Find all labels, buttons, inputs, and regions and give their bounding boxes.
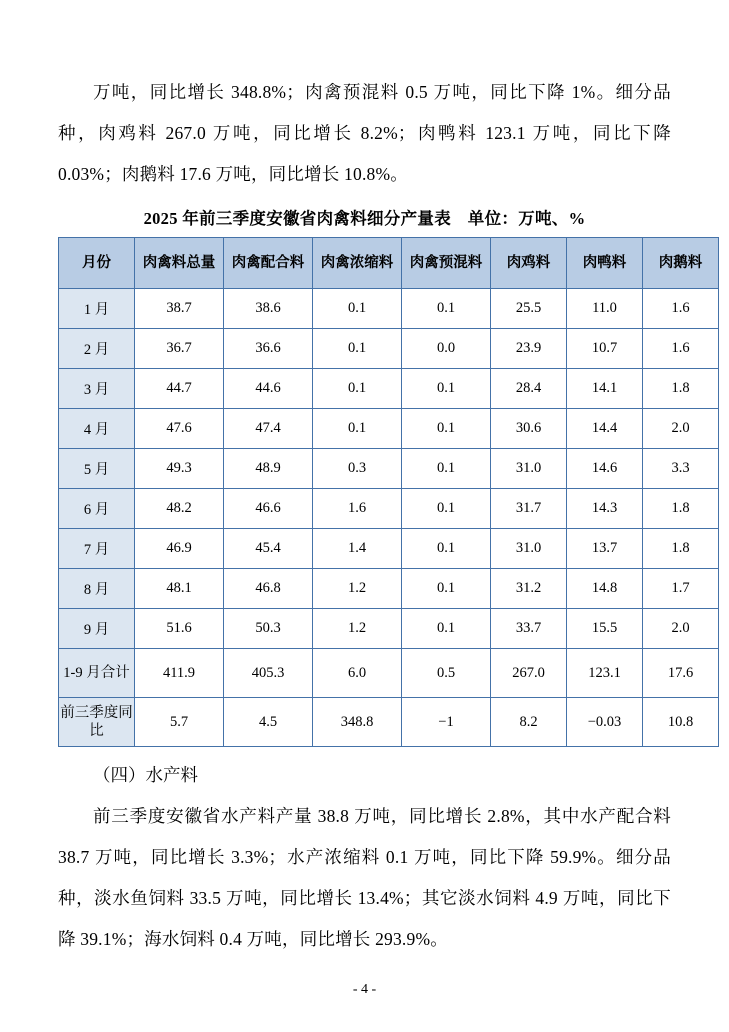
poultry-feed-table bbox=[58, 237, 719, 747]
column-header: 月份 bbox=[59, 238, 135, 289]
table-cell: 1.8 bbox=[643, 529, 719, 569]
table-cell: 33.7 bbox=[491, 609, 567, 649]
table-cell: 0.1 bbox=[402, 529, 491, 569]
table-cell: 44.6 bbox=[224, 369, 313, 409]
table-cell: 36.6 bbox=[224, 329, 313, 369]
table-row bbox=[59, 449, 719, 489]
table-cell: 28.4 bbox=[491, 369, 567, 409]
table-cell: 0.1 bbox=[313, 329, 402, 369]
table-cell: 1.6 bbox=[643, 289, 719, 329]
table-cell: 1.6 bbox=[643, 329, 719, 369]
table-cell: 0.1 bbox=[313, 289, 402, 329]
table-cell: 31.0 bbox=[491, 449, 567, 489]
table-cell: 1.4 bbox=[313, 529, 402, 569]
column-header: 肉鸭料 bbox=[567, 238, 643, 289]
table-cell: −0.03 bbox=[567, 698, 643, 747]
row-label: 4 月 bbox=[59, 409, 135, 449]
table-cell: 5.7 bbox=[135, 698, 224, 747]
table-cell: 14.3 bbox=[567, 489, 643, 529]
column-header: 肉禽预混料 bbox=[402, 238, 491, 289]
table-cell: 0.3 bbox=[313, 449, 402, 489]
table-row bbox=[59, 329, 719, 369]
table-cell: 267.0 bbox=[491, 649, 567, 698]
row-label: 前三季度同比 bbox=[59, 698, 135, 747]
column-header: 肉禽配合料 bbox=[224, 238, 313, 289]
table-cell: 8.2 bbox=[491, 698, 567, 747]
table-cell: 14.4 bbox=[567, 409, 643, 449]
table-cell: 46.6 bbox=[224, 489, 313, 529]
table-cell: 10.8 bbox=[643, 698, 719, 747]
column-header: 肉鹅料 bbox=[643, 238, 719, 289]
section-heading: （四）水产料 bbox=[93, 765, 198, 785]
table-cell: 0.1 bbox=[402, 609, 491, 649]
table-cell: 45.4 bbox=[224, 529, 313, 569]
table-cell: 50.3 bbox=[224, 609, 313, 649]
table-cell: 17.6 bbox=[643, 649, 719, 698]
table-cell: 13.7 bbox=[567, 529, 643, 569]
table-cell: 1.6 bbox=[313, 489, 402, 529]
table-cell: 348.8 bbox=[313, 698, 402, 747]
table-row bbox=[59, 609, 719, 649]
table-cell: 23.9 bbox=[491, 329, 567, 369]
row-label: 8 月 bbox=[59, 569, 135, 609]
table-row bbox=[59, 289, 719, 329]
table-cell: 15.5 bbox=[567, 609, 643, 649]
table-cell: 0.1 bbox=[313, 369, 402, 409]
row-label: 3 月 bbox=[59, 369, 135, 409]
column-header: 肉禽料总量 bbox=[135, 238, 224, 289]
table-row bbox=[59, 489, 719, 529]
table-cell: 2.0 bbox=[643, 409, 719, 449]
table-cell: 31.7 bbox=[491, 489, 567, 529]
page-number: - 4 - bbox=[352, 982, 377, 997]
table-cell: 0.1 bbox=[402, 369, 491, 409]
table-cell: 405.3 bbox=[224, 649, 313, 698]
table-row bbox=[59, 529, 719, 569]
table-cell: 31.0 bbox=[491, 529, 567, 569]
table-title: 2025 年前三季度安徽省肉禽料细分产量表 单位：万吨、% bbox=[143, 209, 586, 228]
table-cell: 48.2 bbox=[135, 489, 224, 529]
table-row bbox=[59, 369, 719, 409]
table-row-yoy bbox=[59, 698, 719, 747]
table-cell: 123.1 bbox=[567, 649, 643, 698]
table-cell: 1.2 bbox=[313, 609, 402, 649]
table-cell: 0.1 bbox=[402, 569, 491, 609]
table-cell: 47.4 bbox=[224, 409, 313, 449]
table-cell: 47.6 bbox=[135, 409, 224, 449]
table-cell: 14.1 bbox=[567, 369, 643, 409]
table-cell: 49.3 bbox=[135, 449, 224, 489]
table-cell: 0.0 bbox=[402, 329, 491, 369]
table-cell: 44.7 bbox=[135, 369, 224, 409]
table-cell: 30.6 bbox=[491, 409, 567, 449]
section-paragraph: 前三季度安徽省水产料产量 38.8 万吨，同比增长 2.8%，其中水产配合料 38.7 万吨，同比增长 3.3%；水产浓缩料 0.1 万吨，同比下降 59.9%。细分品种，淡水鱼饲料 33.5 万吨，同比增长 13.4%；其它淡水饲料 4.9 万吨，同比下降 39.1%；海水饲料 0.4 万吨，同比增长 293.9%。 bbox=[58, 806, 671, 949]
row-label: 7 月 bbox=[59, 529, 135, 569]
table-cell: 0.1 bbox=[313, 409, 402, 449]
row-label: 2 月 bbox=[59, 329, 135, 369]
table-cell: 46.8 bbox=[224, 569, 313, 609]
table-cell: 48.1 bbox=[135, 569, 224, 609]
table-cell: 3.3 bbox=[643, 449, 719, 489]
table-cell: 1.7 bbox=[643, 569, 719, 609]
table-cell: 2.0 bbox=[643, 609, 719, 649]
table-cell: 46.9 bbox=[135, 529, 224, 569]
table-cell: 0.1 bbox=[402, 449, 491, 489]
table-cell: 411.9 bbox=[135, 649, 224, 698]
column-header: 肉禽浓缩料 bbox=[313, 238, 402, 289]
table-cell: 25.5 bbox=[491, 289, 567, 329]
table-cell: 31.2 bbox=[491, 569, 567, 609]
top-paragraph: 万吨，同比增长 348.8%；肉禽预混料 0.5 万吨，同比下降 1%。细分品种，肉鸡料 267.0 万吨，同比增长 8.2%；肉鸭料 123.1 万吨，同比下降 0.03%；肉鹅料 17.6 万吨，同比增长 10.8%。 bbox=[58, 82, 671, 184]
table-row bbox=[59, 569, 719, 609]
table-cell: 0.1 bbox=[402, 409, 491, 449]
table-cell: 14.6 bbox=[567, 449, 643, 489]
table-cell: 1.8 bbox=[643, 489, 719, 529]
row-label: 6 月 bbox=[59, 489, 135, 529]
table-header-row bbox=[59, 238, 719, 289]
table-row-total bbox=[59, 649, 719, 698]
table-cell: 10.7 bbox=[567, 329, 643, 369]
table-cell: 14.8 bbox=[567, 569, 643, 609]
row-label: 9 月 bbox=[59, 609, 135, 649]
row-label: 1 月 bbox=[59, 289, 135, 329]
table-cell: 38.7 bbox=[135, 289, 224, 329]
table-cell: 48.9 bbox=[224, 449, 313, 489]
table-row bbox=[59, 409, 719, 449]
table-cell: 6.0 bbox=[313, 649, 402, 698]
table-cell: −1 bbox=[402, 698, 491, 747]
row-label: 1-9 月合计 bbox=[59, 649, 135, 698]
table-cell: 38.6 bbox=[224, 289, 313, 329]
table-cell: 4.5 bbox=[224, 698, 313, 747]
table-cell: 1.8 bbox=[643, 369, 719, 409]
table-cell: 1.2 bbox=[313, 569, 402, 609]
table-cell: 36.7 bbox=[135, 329, 224, 369]
table-cell: 0.1 bbox=[402, 489, 491, 529]
column-header: 肉鸡料 bbox=[491, 238, 567, 289]
table-cell: 0.1 bbox=[402, 289, 491, 329]
table-cell: 11.0 bbox=[567, 289, 643, 329]
table-cell: 0.5 bbox=[402, 649, 491, 698]
row-label: 5 月 bbox=[59, 449, 135, 489]
table-cell: 51.6 bbox=[135, 609, 224, 649]
